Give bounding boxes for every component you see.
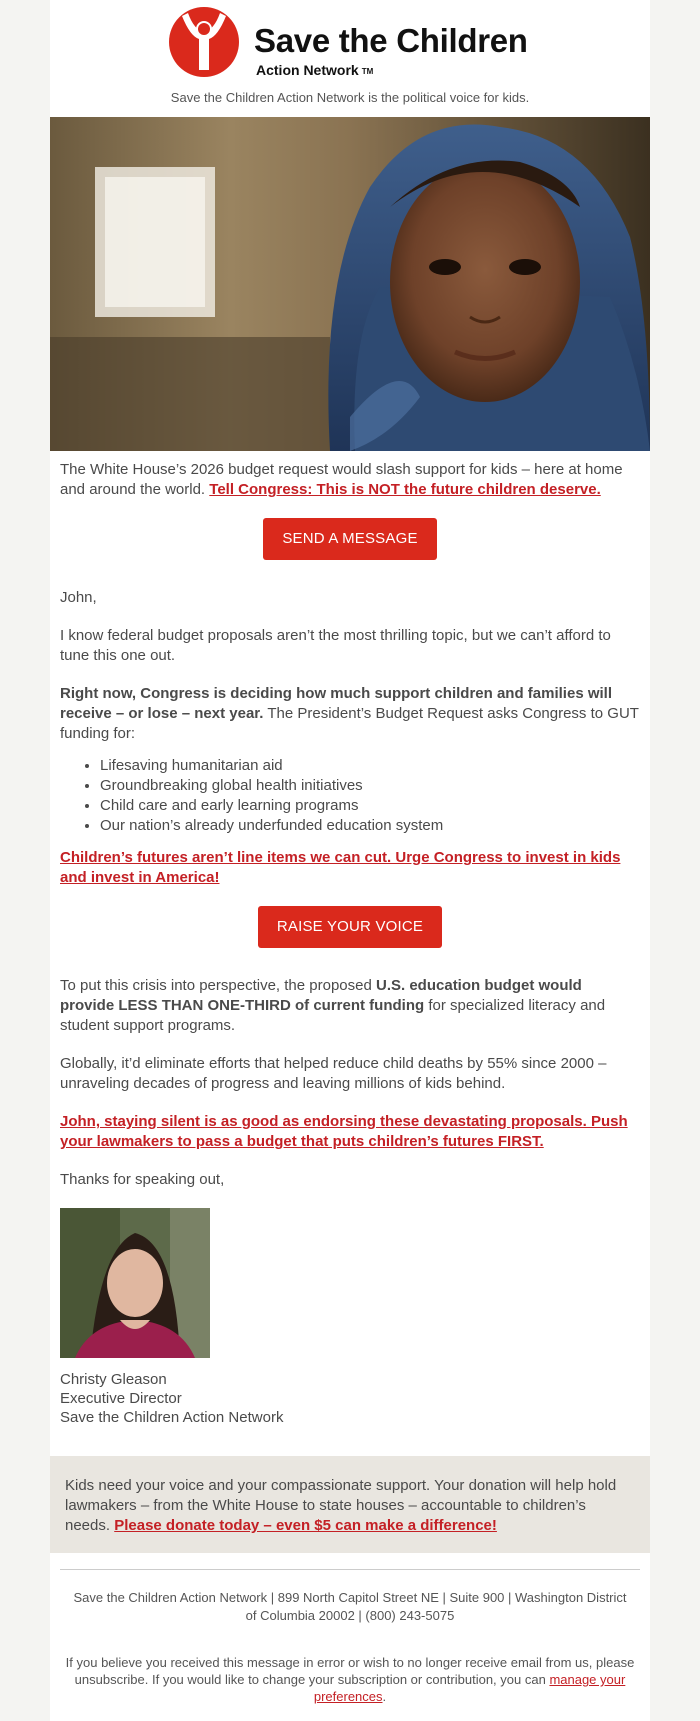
push-lawmakers-link[interactable]: John, staying silent is as good as endorsing these devastating proposals. Push your lawmakers to pass a budget that puts children’s futures FIRST. <box>60 1113 628 1150</box>
save-the-children-logo-icon <box>168 6 240 78</box>
list-item: • Child care and early learning programs <box>100 796 640 816</box>
send-message-button[interactable]: SEND A MESSAGE <box>263 518 436 560</box>
signer-org: Save the Children Action Network <box>60 1409 284 1426</box>
footer-divider <box>60 1569 640 1570</box>
girl-portrait-image <box>50 117 650 451</box>
brand-sub-label: Action Network <box>256 62 359 78</box>
donate-text: Kids need your voice and your compassionate support. Your donation will help hold lawmakers – from the White House to state houses – accountable to children’s needs. <box>65 1477 617 1534</box>
raise-button-row <box>60 906 640 948</box>
paragraph-3-b: for specialized literacy and student support programs. <box>60 997 606 1034</box>
trademark: TM <box>361 67 374 76</box>
funding-list <box>100 756 640 836</box>
invest-paragraph <box>60 848 640 888</box>
donate-link[interactable]: Please donate today – even $5 can make a difference! <box>114 1517 497 1534</box>
paragraph-2-rest: The President’s Budget Request asks Congress to GUT funding for: <box>60 705 639 742</box>
hero-image[interactable] <box>50 117 650 451</box>
list-item: • Our nation’s already underfunded education system <box>100 816 640 836</box>
paragraph-1: I know federal budget proposals aren’t the most thrilling topic, but we can’t afford to tune this one out. <box>60 627 611 664</box>
brand-sub <box>256 62 373 78</box>
paragraph-2 <box>60 684 640 744</box>
paragraph-3-a: To put this crisis into perspective, the proposed <box>60 977 376 994</box>
signer-title: Executive Director <box>60 1390 182 1407</box>
push-paragraph <box>60 1112 640 1152</box>
paragraph-2-bold: Right now, Congress is deciding how much support children and families will receive – or lose – next year. <box>60 685 612 722</box>
unsubscribe-text: If you believe you received this message in error or wish to no longer receive email from us, please unsubscribe. If you would like to change your subscription or contribution, you can <box>65 1655 635 1687</box>
email-header <box>50 0 650 117</box>
tagline: Save the Children Action Network is the political voice for kids. <box>170 90 530 105</box>
footer-unsubscribe <box>65 1654 635 1705</box>
closing: Thanks for speaking out, <box>60 1171 225 1188</box>
intro-paragraph <box>60 460 640 500</box>
donate-box <box>50 1456 650 1553</box>
brand-name: Save the Children <box>254 22 528 59</box>
christy-gleason-photo <box>60 1208 210 1358</box>
list-item: • Groundbreaking global health initiatives <box>100 776 640 796</box>
unsubscribe-period: . <box>382 1689 387 1704</box>
list-item: • Lifesaving humanitarian aid <box>100 756 640 776</box>
main-content <box>60 460 640 1427</box>
footer-address: Save the Children Action Network | 899 North Capitol Street NE | Suite 900 | Washington District of Columbia 20002 | (800) 243-5075 <box>73 1590 627 1623</box>
signer-photo <box>60 1208 210 1358</box>
signer-name: Christy Gleason <box>60 1371 167 1388</box>
tell-congress-link[interactable]: Tell Congress: This is NOT the future children deserve. <box>209 481 601 498</box>
greeting: John, <box>60 589 97 606</box>
paragraph-4: Globally, it’d eliminate efforts that helped reduce child deaths by 55% since 2000 – unraveling decades of progress and leaving millions of kids behind. <box>60 1055 607 1092</box>
raise-your-voice-button[interactable]: RAISE YOUR VOICE <box>258 906 442 948</box>
email-body <box>50 0 650 1721</box>
manage-preferences-link[interactable]: manage your preferences <box>313 1672 626 1704</box>
brand-logo[interactable] <box>168 4 530 80</box>
paragraph-3-bold: U.S. education budget would provide LESS THAN ONE-THIRD of current funding <box>60 977 582 1014</box>
send-button-row <box>60 518 640 560</box>
invest-in-kids-link[interactable]: Children’s futures aren’t line items we can cut. Urge Congress to invest in kids and invest in America! <box>60 849 621 886</box>
paragraph-3 <box>60 976 640 1036</box>
intro-text: The White House’s 2026 budget request would slash support for kids – here at home and around the world. <box>60 461 623 498</box>
signature <box>60 1370 640 1427</box>
